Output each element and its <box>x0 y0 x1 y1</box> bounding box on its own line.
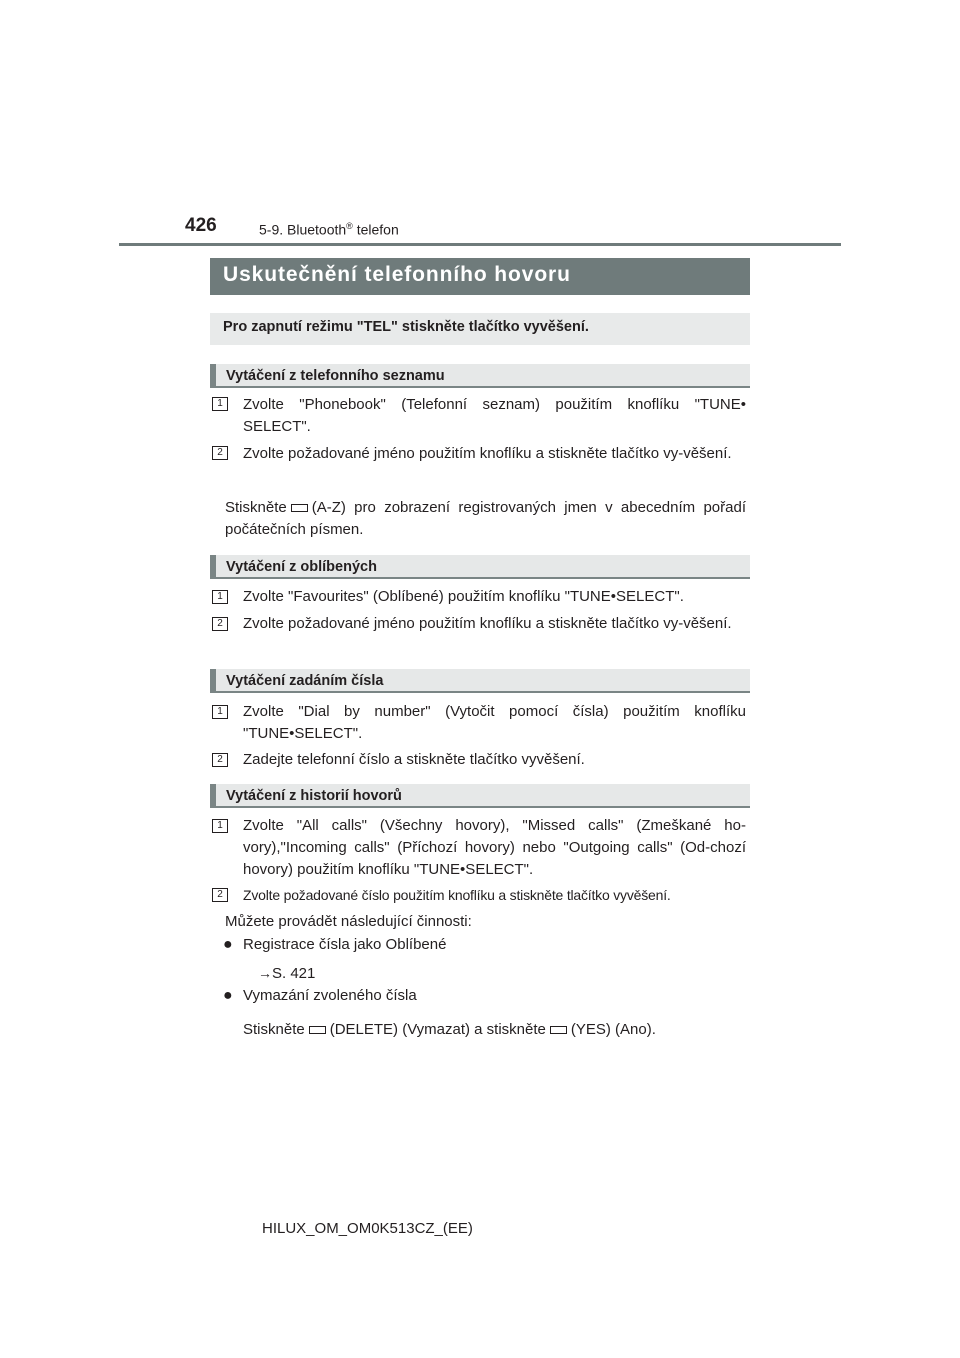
delete-note <box>243 1019 755 1041</box>
step-number: 1 <box>212 397 228 411</box>
step-text: Zvolte požadované jméno použitím knoflíku a stiskněte tlačítko vy-věšení. <box>243 615 732 632</box>
step-text: Zvolte "All calls" (Všechny hovory), "Missed calls" (Zmeškané ho-vory),"Incoming calls" (Příchozí hovory) nebo "Outgoing calls" (Od-chozí hovory) použitím knoflíku "TUNE•SELECT". <box>243 817 746 878</box>
step-text: Zadejte telefonní číslo a stiskněte tlačítko vyvěšení. <box>243 751 585 768</box>
step-text: Zvolte "Phonebook" (Telefonní seznam) použitím knoflíku "TUNE• SELECT". <box>243 396 746 435</box>
arrow-icon: → <box>258 965 272 981</box>
note-rest: (A-Z) pro zobrazení registrovaných jmen v abecedním pořadí počátečních písmen. <box>225 499 746 538</box>
section-label <box>259 221 399 238</box>
bullet-text: Registrace čísla jako Oblíbené <box>243 936 447 953</box>
note-press: Stiskněte <box>225 499 287 516</box>
bullet-icon: ● <box>223 987 233 1004</box>
step-number: 2 <box>212 888 228 902</box>
step-number: 2 <box>212 753 228 767</box>
page-title: Uskutečnění telefonního hovoru <box>223 263 571 286</box>
subheading-label: Vytáčení zadáním čísla <box>226 673 384 689</box>
subheading-favourites <box>210 555 750 579</box>
step-text: Zvolte požadované číslo použitím knoflíku a stiskněte tlačítko vyvěšení. <box>243 887 671 903</box>
page-reference <box>258 962 458 985</box>
footer-code: HILUX_OM_OM0K513CZ_(EE) <box>262 1220 473 1237</box>
registered-mark: ® <box>346 221 353 231</box>
screen-button-icon <box>309 1026 326 1034</box>
note-press: Stiskněte <box>243 1021 305 1038</box>
subheading-call-history <box>210 784 750 808</box>
bullet-text: Vymazání zvoleného čísla <box>243 987 417 1004</box>
intro-text: Pro zapnutí režimu "TEL" stiskněte tlačítko vyvěšení. <box>223 319 589 335</box>
step-number: 1 <box>212 819 228 833</box>
screen-button-icon <box>291 504 308 512</box>
step-text: Zvolte "Dial by number" (Vytočit pomocí čísla) použitím knoflíku "TUNE•SELECT". <box>243 703 746 742</box>
screen-button-icon <box>550 1026 567 1034</box>
page-number: 426 <box>185 215 217 236</box>
reference-text: S. 421 <box>272 965 316 982</box>
alphabet-note <box>225 497 746 541</box>
step-text: Zvolte "Favourites" (Oblíbené) použitím knoflíku "TUNE•SELECT". <box>243 588 684 605</box>
subheading-phonebook <box>210 364 750 388</box>
subheading-dial-number <box>210 669 750 693</box>
section-suffix: telefon <box>352 221 399 238</box>
subheading-label: Vytáčení z historií hovorů <box>226 788 402 804</box>
step-number: 1 <box>212 590 228 604</box>
bullet-icon: ● <box>223 936 233 953</box>
subheading-label: Vytáčení z oblíbených <box>226 559 377 575</box>
note-yes: (YES) (Ano). <box>570 1021 656 1038</box>
section-prefix: 5-9. Bluetooth <box>259 221 347 238</box>
step-number: 1 <box>212 705 228 719</box>
note-delete: (DELETE) (Vymazat) a stiskněte <box>329 1021 546 1038</box>
actions-intro: Můžete provádět následující činnosti: <box>225 913 472 930</box>
step-text: Zvolte požadované jméno použitím knoflíku a stiskněte tlačítko vy-věšení. <box>243 445 732 462</box>
subheading-label: Vytáčení z telefonního seznamu <box>226 368 445 384</box>
header-divider <box>119 243 841 246</box>
step-number: 2 <box>212 446 228 460</box>
step-number: 2 <box>212 617 228 631</box>
